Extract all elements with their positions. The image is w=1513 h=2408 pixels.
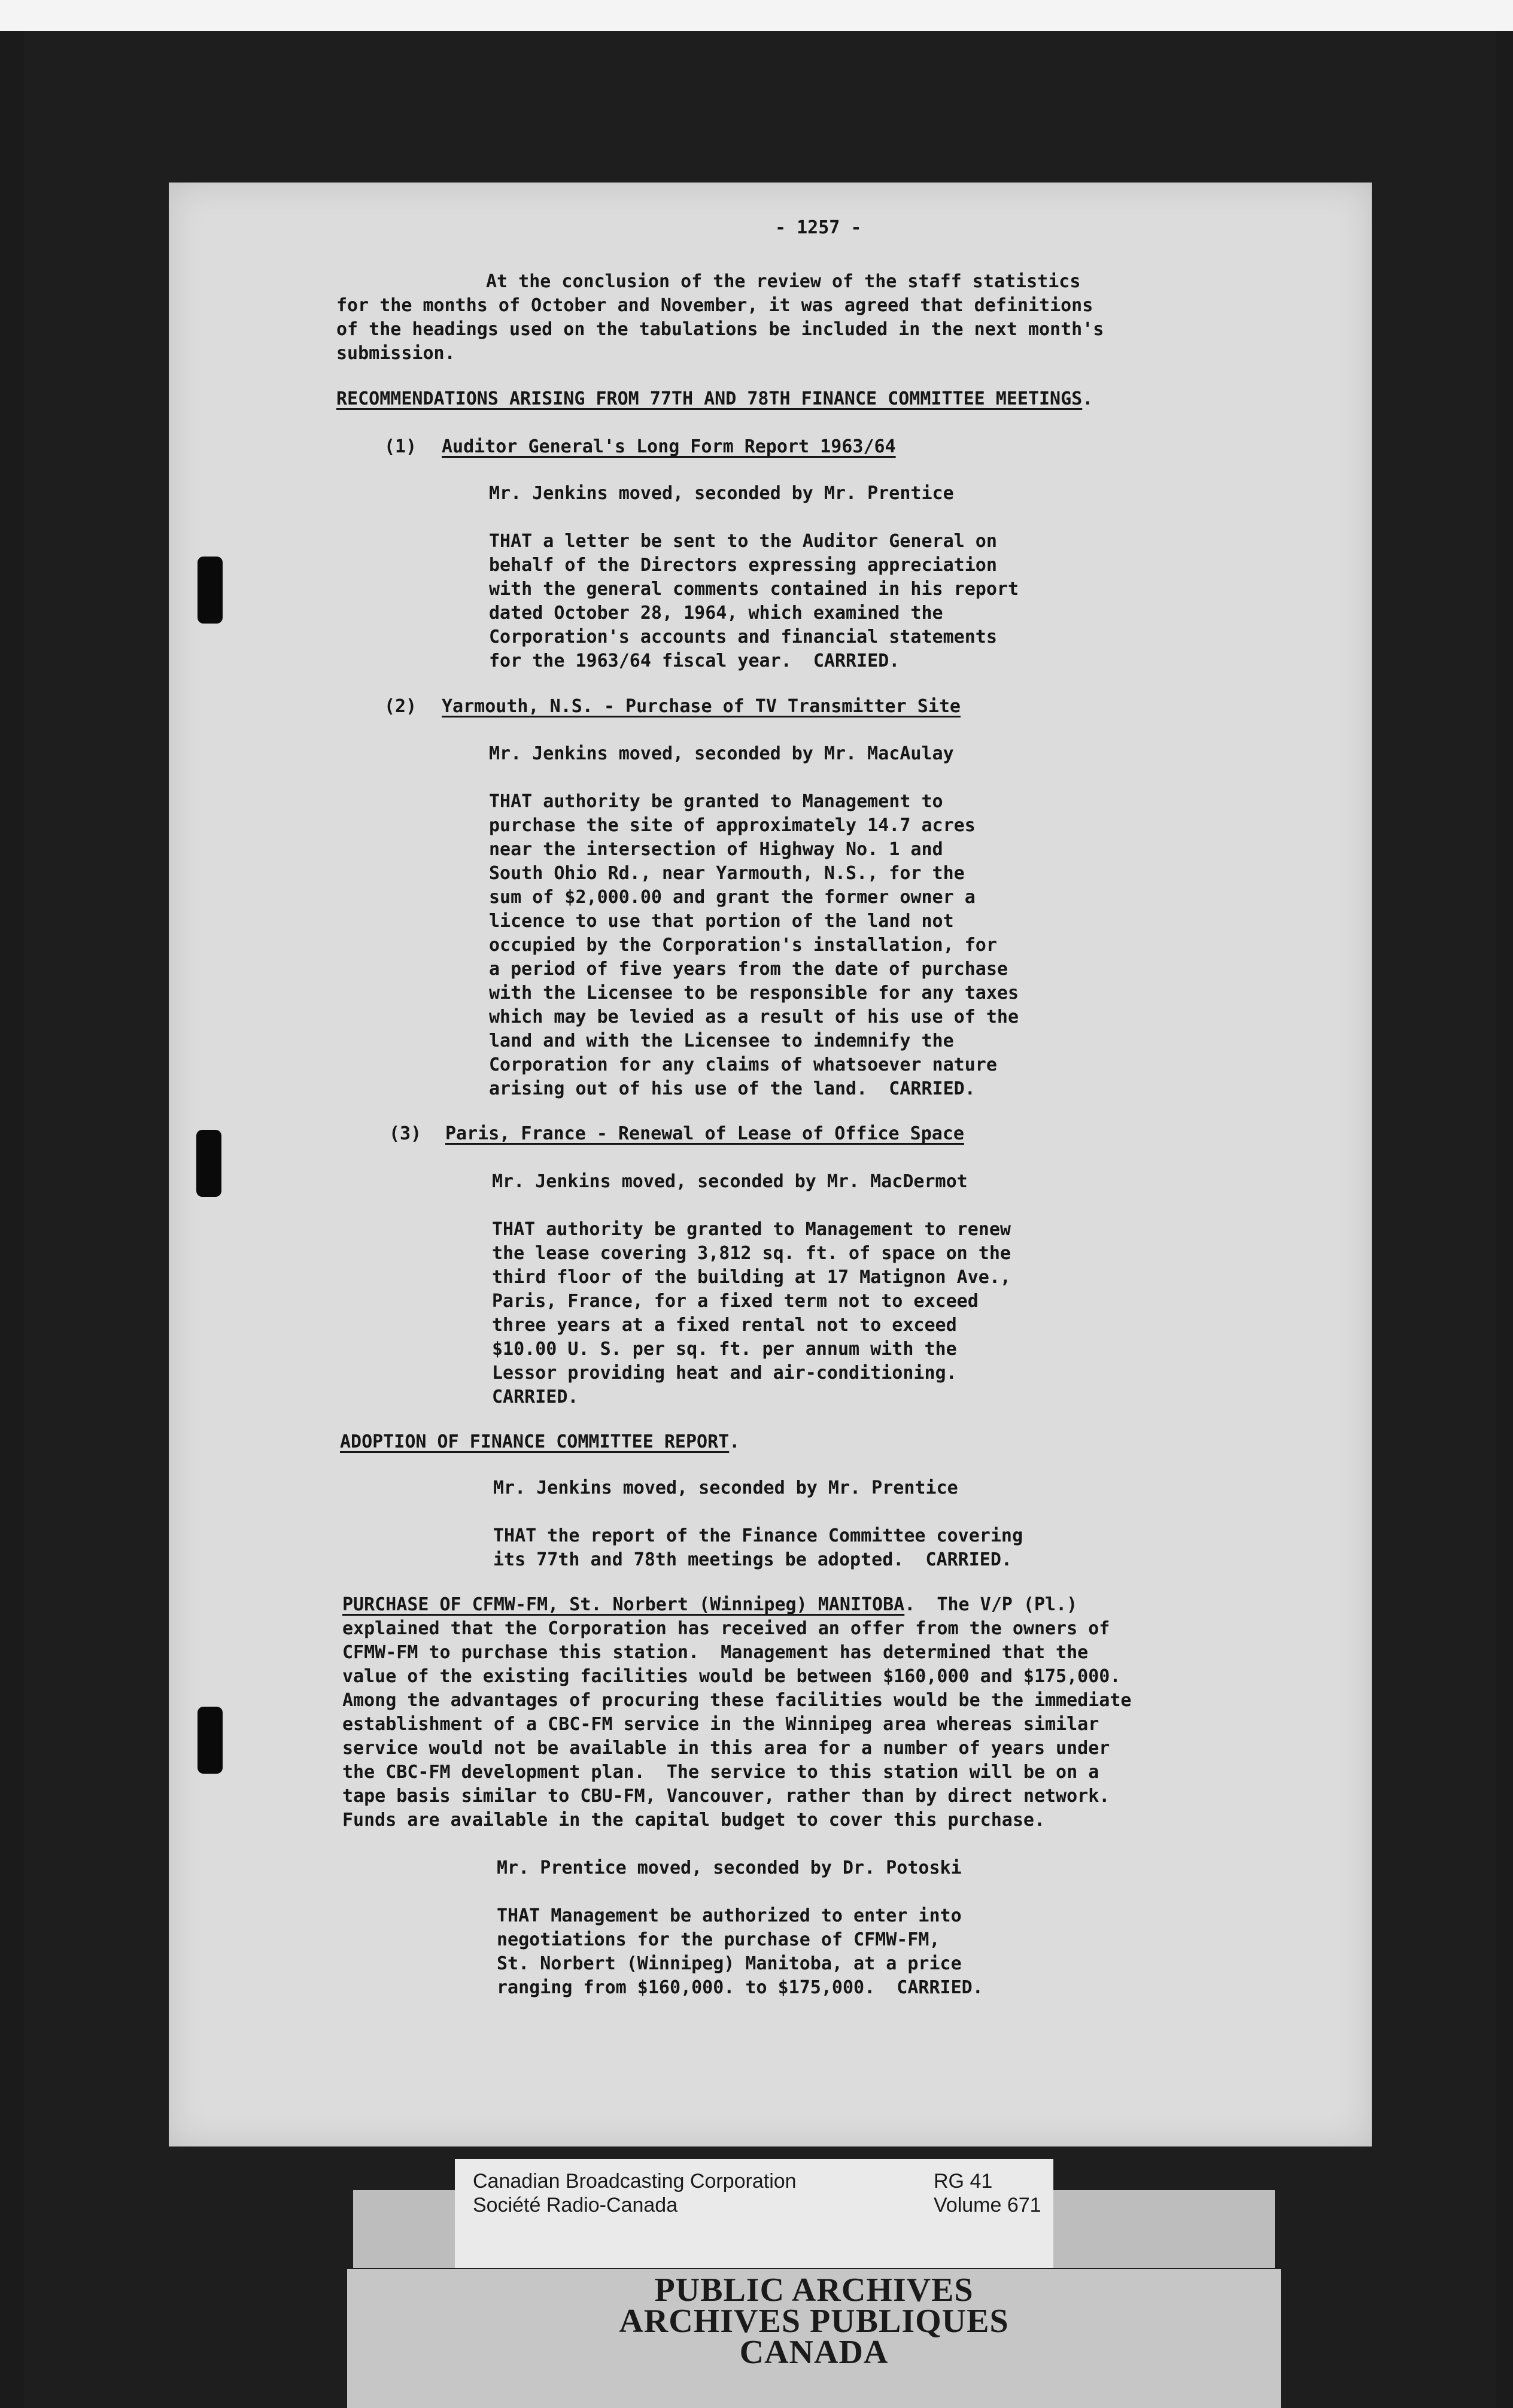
item-3-line: CARRIED. — [492, 1387, 579, 1407]
label-right-tab — [1053, 2190, 1275, 2268]
punch-hole — [198, 1707, 223, 1774]
section-heading-text: PURCHASE OF CFMW-FM, St. Norbert (Winnipeg) MANITOBA — [342, 1594, 905, 1615]
page-number: - 1257 - — [775, 217, 862, 238]
item-2-line: arising out of his use of the land. CARRIED. — [489, 1078, 976, 1099]
section-3-body-line: establishment of a CBC-FM service in the Winnipeg area whereas similar — [342, 1714, 1099, 1735]
section-2-line: THAT the report of the Finance Committee covering — [493, 1525, 1023, 1546]
section-heading-recommendations — [336, 387, 1093, 411]
section-3-line: St. Norbert (Winnipeg) Manitoba, at a price — [497, 1953, 962, 1974]
punch-hole — [198, 557, 223, 624]
section-3-line: THAT Management be authorized to enter into — [497, 1905, 962, 1926]
item-2-line: land and with the Licensee to indemnify the — [489, 1030, 954, 1051]
item-2-line: licence to use that portion of the land not — [489, 911, 954, 932]
item-2-line: with the Licensee to be responsible for any taxes — [489, 983, 1019, 1004]
item-2-line: Corporation for any claims of whatsoever nature — [489, 1054, 997, 1075]
section-3-body-line: the CBC-FM development plan. The service to this station will be on a — [342, 1762, 1099, 1783]
section-heading-adoption — [340, 1430, 740, 1454]
item-1-line: with the general comments contained in his report — [489, 579, 1019, 600]
item-3-line: three years at a fixed rental not to exceed — [492, 1315, 957, 1336]
section-3-body-line: value of the existing facilities would be between $160,000 and $175,000. — [342, 1666, 1121, 1687]
item-3-line: the lease covering 3,812 sq. ft. of space on the — [492, 1243, 1011, 1264]
section-3-line: ranging from $160,000. to $175,000. CARRIED. — [497, 1977, 983, 1998]
stamp-line-country: CANADA — [739, 2334, 889, 2371]
intro-line: At the conclusion of the review of the staff statistics — [486, 271, 1081, 292]
section-3-body-line: service would not be available in this area for a number of years under — [342, 1738, 1110, 1759]
item-3-line: third floor of the building at 17 Matignon Ave., — [492, 1267, 1011, 1288]
stamp-line-english: PUBLIC ARCHIVES — [654, 2272, 974, 2309]
label-org-french: Société Radio-Canada — [473, 2194, 678, 2217]
section-3-body-line: CFMW-FM to purchase this station. Management has determined that the — [342, 1642, 1089, 1663]
heading-rest: . The V/P (Pl.) — [904, 1594, 1078, 1615]
item-3-line: $10.00 U. S. per sq. ft. per annum with the — [492, 1339, 957, 1360]
section-3-motion: Mr. Prentice moved, seconded by Dr. Potoski — [497, 1857, 962, 1878]
item-2-line: sum of $2,000.00 and grant the former owner a — [489, 887, 976, 908]
section-3-body-line: Funds are available in the capital budget to cover this purchase. — [342, 1810, 1045, 1831]
heading-suffix: . — [729, 1431, 740, 1452]
item-2-motion: Mr. Jenkins moved, seconded by Mr. MacAulay — [489, 743, 954, 764]
item-3-line: Lessor providing heat and air-conditioning. — [492, 1363, 957, 1384]
heading-suffix: . — [1082, 388, 1093, 409]
item-2-title: Yarmouth, N.S. - Purchase of TV Transmitter Site — [442, 696, 961, 717]
item-2-line: South Ohio Rd., near Yarmouth, N.S., for the — [489, 863, 965, 884]
item-2-number: (2) — [384, 696, 417, 717]
section-2-motion: Mr. Jenkins moved, seconded by Mr. Prentice — [493, 1477, 958, 1498]
stamp-line-french: ARCHIVES PUBLIQUES — [619, 2303, 1009, 2340]
section-3-line: negotiations for the purchase of CFMW-FM, — [497, 1929, 940, 1950]
item-3-motion: Mr. Jenkins moved, seconded by Mr. MacDermot — [492, 1171, 968, 1192]
item-1-line: behalf of the Directors expressing appreciation — [489, 555, 997, 576]
item-1-line: dated October 28, 1964, which examined the — [489, 603, 943, 624]
punch-hole — [196, 1130, 221, 1197]
label-left-tab — [353, 2190, 455, 2268]
archive-label-card — [455, 2159, 1053, 2268]
item-1-motion: Mr. Jenkins moved, seconded by Mr. Prentice — [489, 483, 954, 504]
item-2-line: which may be levied as a result of his use of the — [489, 1007, 1019, 1027]
item-1-number: (1) — [384, 436, 417, 457]
label-record-group: RG 41 — [934, 2170, 993, 2193]
section-3-body-line: Among the advantages of procuring these facilities would be the immediate — [342, 1690, 1132, 1711]
item-1-line: for the 1963/64 fiscal year. CARRIED. — [489, 650, 900, 671]
item-1-line: Corporation's accounts and financial statements — [489, 627, 997, 647]
section-heading-text: RECOMMENDATIONS ARISING FROM 77TH AND 78TH FINANCE COMMITTEE MEETINGS — [336, 388, 1083, 409]
scanner-top-edge — [0, 0, 1513, 31]
item-2-line: occupied by the Corporation's installation, for — [489, 935, 997, 956]
item-3-line: Paris, France, for a fixed term not to exceed — [492, 1291, 979, 1312]
intro-line: for the months of October and November, it was agreed that definitions — [336, 295, 1093, 316]
section-2-line: its 77th and 78th meetings be adopted. CARRIED. — [493, 1549, 1012, 1570]
document-page — [169, 183, 1372, 2146]
section-3-body-line: tape basis similar to CBU-FM, Vancouver, rather than by direct network. — [342, 1786, 1110, 1807]
section-heading-purchase-cfmw — [342, 1593, 1077, 1617]
item-2-line: purchase the site of approximately 14.7 acres — [489, 815, 976, 836]
item-1-line: THAT a letter be sent to the Auditor General on — [489, 531, 997, 552]
archive-stamp — [347, 2269, 1281, 2408]
label-volume: Volume 671 — [934, 2194, 1041, 2217]
item-3-title: Paris, France - Renewal of Lease of Office Space — [445, 1123, 964, 1144]
item-2-line: THAT authority be granted to Management to — [489, 791, 943, 812]
intro-line: submission. — [336, 343, 455, 364]
section-3-body-line: explained that the Corporation has received an offer from the owners of — [342, 1618, 1110, 1639]
item-2-line: near the intersection of Highway No. 1 and — [489, 839, 943, 860]
intro-line: of the headings used on the tabulations be included in the next month's — [336, 319, 1104, 340]
section-heading-text: ADOPTION OF FINANCE COMMITTEE REPORT — [340, 1431, 730, 1452]
item-2-line: a period of five years from the date of purchase — [489, 959, 1008, 980]
item-3-line: THAT authority be granted to Management to renew — [492, 1219, 1011, 1240]
item-3-number: (3) — [389, 1123, 422, 1144]
item-1-title: Auditor General's Long Form Report 1963/64 — [442, 436, 896, 457]
label-org-english: Canadian Broadcasting Corporation — [473, 2170, 797, 2193]
